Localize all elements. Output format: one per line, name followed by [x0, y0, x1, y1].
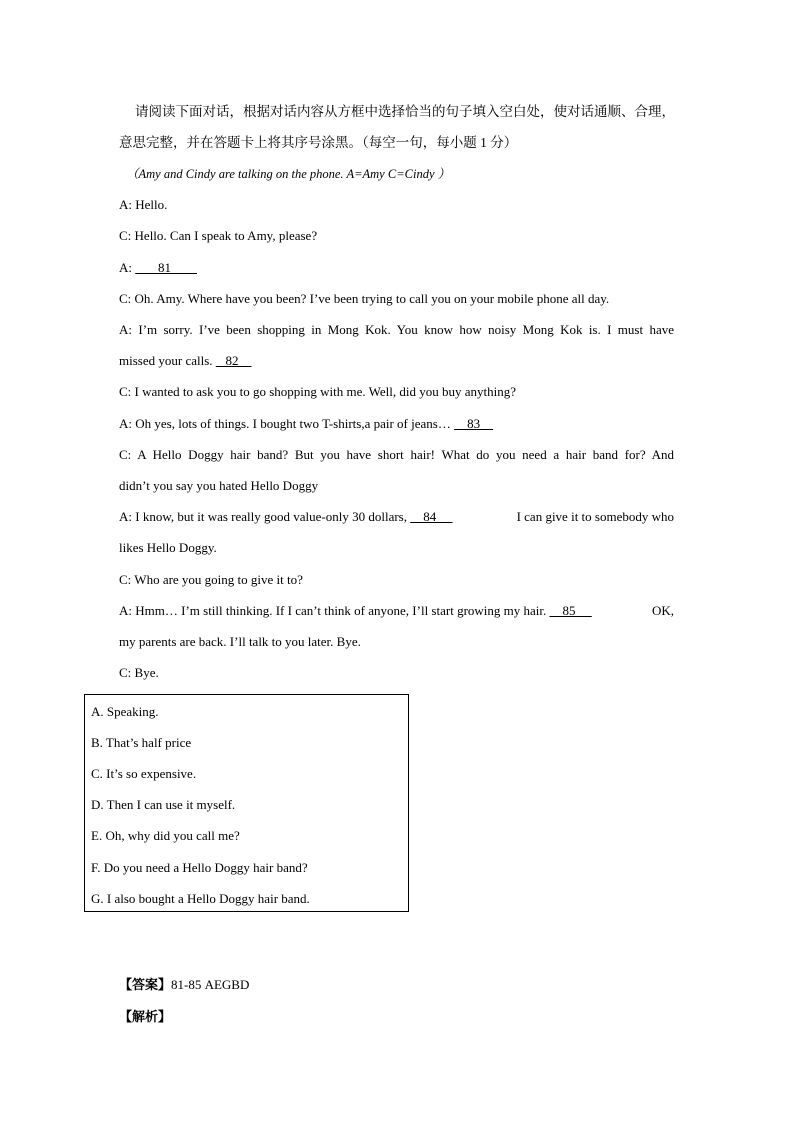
option-a: A. Speaking.: [91, 704, 159, 719]
dialogue-line-3: [119, 260, 674, 276]
dialogue-line-4: C: Oh. Amy. Where have you been? I’ve been trying to call you on your mobile phone all day.: [119, 291, 610, 306]
dialogue-text: I can give it to somebody who: [516, 509, 674, 524]
option-g: G. I also bought a Hello Doggy hair band.: [91, 891, 310, 906]
dialogue-text: A: Oh yes, lots of things. I bought two T-shirts,a pair of jeans…: [119, 416, 455, 431]
option-d: D. Then I can use it myself.: [91, 797, 236, 812]
speaker-label: A:: [119, 260, 136, 275]
dialogue-text: A: Hmm… I’m still thinking. If I can’t think of anyone, I’ll start growing my hair.: [119, 603, 550, 618]
instruction-line-2: 意思完整，并在答题卡上将其序号涂黑。（每空一句，每小题 1 分）: [119, 135, 518, 150]
dialogue-line-15: my parents are back. I’ll talk to you later. Bye.: [119, 634, 361, 649]
dialogue-line-8: [119, 416, 674, 432]
dialogue-line-12: likes Hello Doggy.: [119, 540, 217, 555]
dialogue-line-11: [119, 509, 674, 525]
dialogue-line-2: C: Hello. Can I speak to Amy, please?: [119, 228, 318, 243]
dialogue-text: missed your calls.: [119, 353, 216, 368]
analysis-label: 【解析】: [119, 1009, 172, 1024]
dialogue-line-6: [119, 353, 674, 369]
blank-83: 83: [454, 416, 494, 431]
dialogue-line-16: C: Bye.: [119, 665, 159, 680]
blank-81: 81: [135, 260, 197, 275]
blank-82: 82: [215, 353, 252, 368]
dialogue-line-10: didn’t you say you hated Hello Doggy: [119, 478, 319, 493]
dialogue-line-1: A: Hello.: [119, 197, 168, 212]
dialogue-line-7: C: I wanted to ask you to go shopping with me. Well, did you buy anything?: [119, 384, 516, 399]
dialogue-line-5: A: I’m sorry. I’ve been shopping in Mong Kok. You know how noisy Mong Kok is. I must have: [119, 322, 674, 337]
answer-value: 81-85 AEGBD: [171, 977, 250, 992]
option-b: B. That’s half price: [91, 735, 192, 750]
dialogue-text: OK,: [651, 603, 674, 618]
dialogue-line-9: C: A Hello Doggy hair band? But you have short hair! What do you need a hair band for? And: [119, 447, 674, 462]
instruction-line-1: 请阅读下面对话，根据对话内容从方框中选择恰当的句子填入空白处，使对话通顺、合理，: [135, 104, 675, 119]
answer-line: [119, 977, 674, 993]
scene-description: （Amy and Cindy are talking on the phone. A=Amy C=Cindy ）: [126, 167, 451, 181]
dialogue-line-14: [119, 603, 674, 619]
blank-85: 85: [549, 603, 592, 618]
answer-label: 【答案】: [119, 977, 172, 992]
dialogue-line-13: C: Who are you going to give it to?: [119, 572, 303, 587]
dialogue-text: A: I know, but it was really good value-only 30 dollars,: [119, 509, 411, 524]
option-f: F. Do you need a Hello Doggy hair band?: [91, 860, 308, 875]
blank-84: 84: [410, 509, 453, 524]
options-box: [84, 694, 409, 912]
option-c: C. It’s so expensive.: [91, 766, 197, 781]
option-e: E. Oh, why did you call me?: [91, 828, 240, 843]
